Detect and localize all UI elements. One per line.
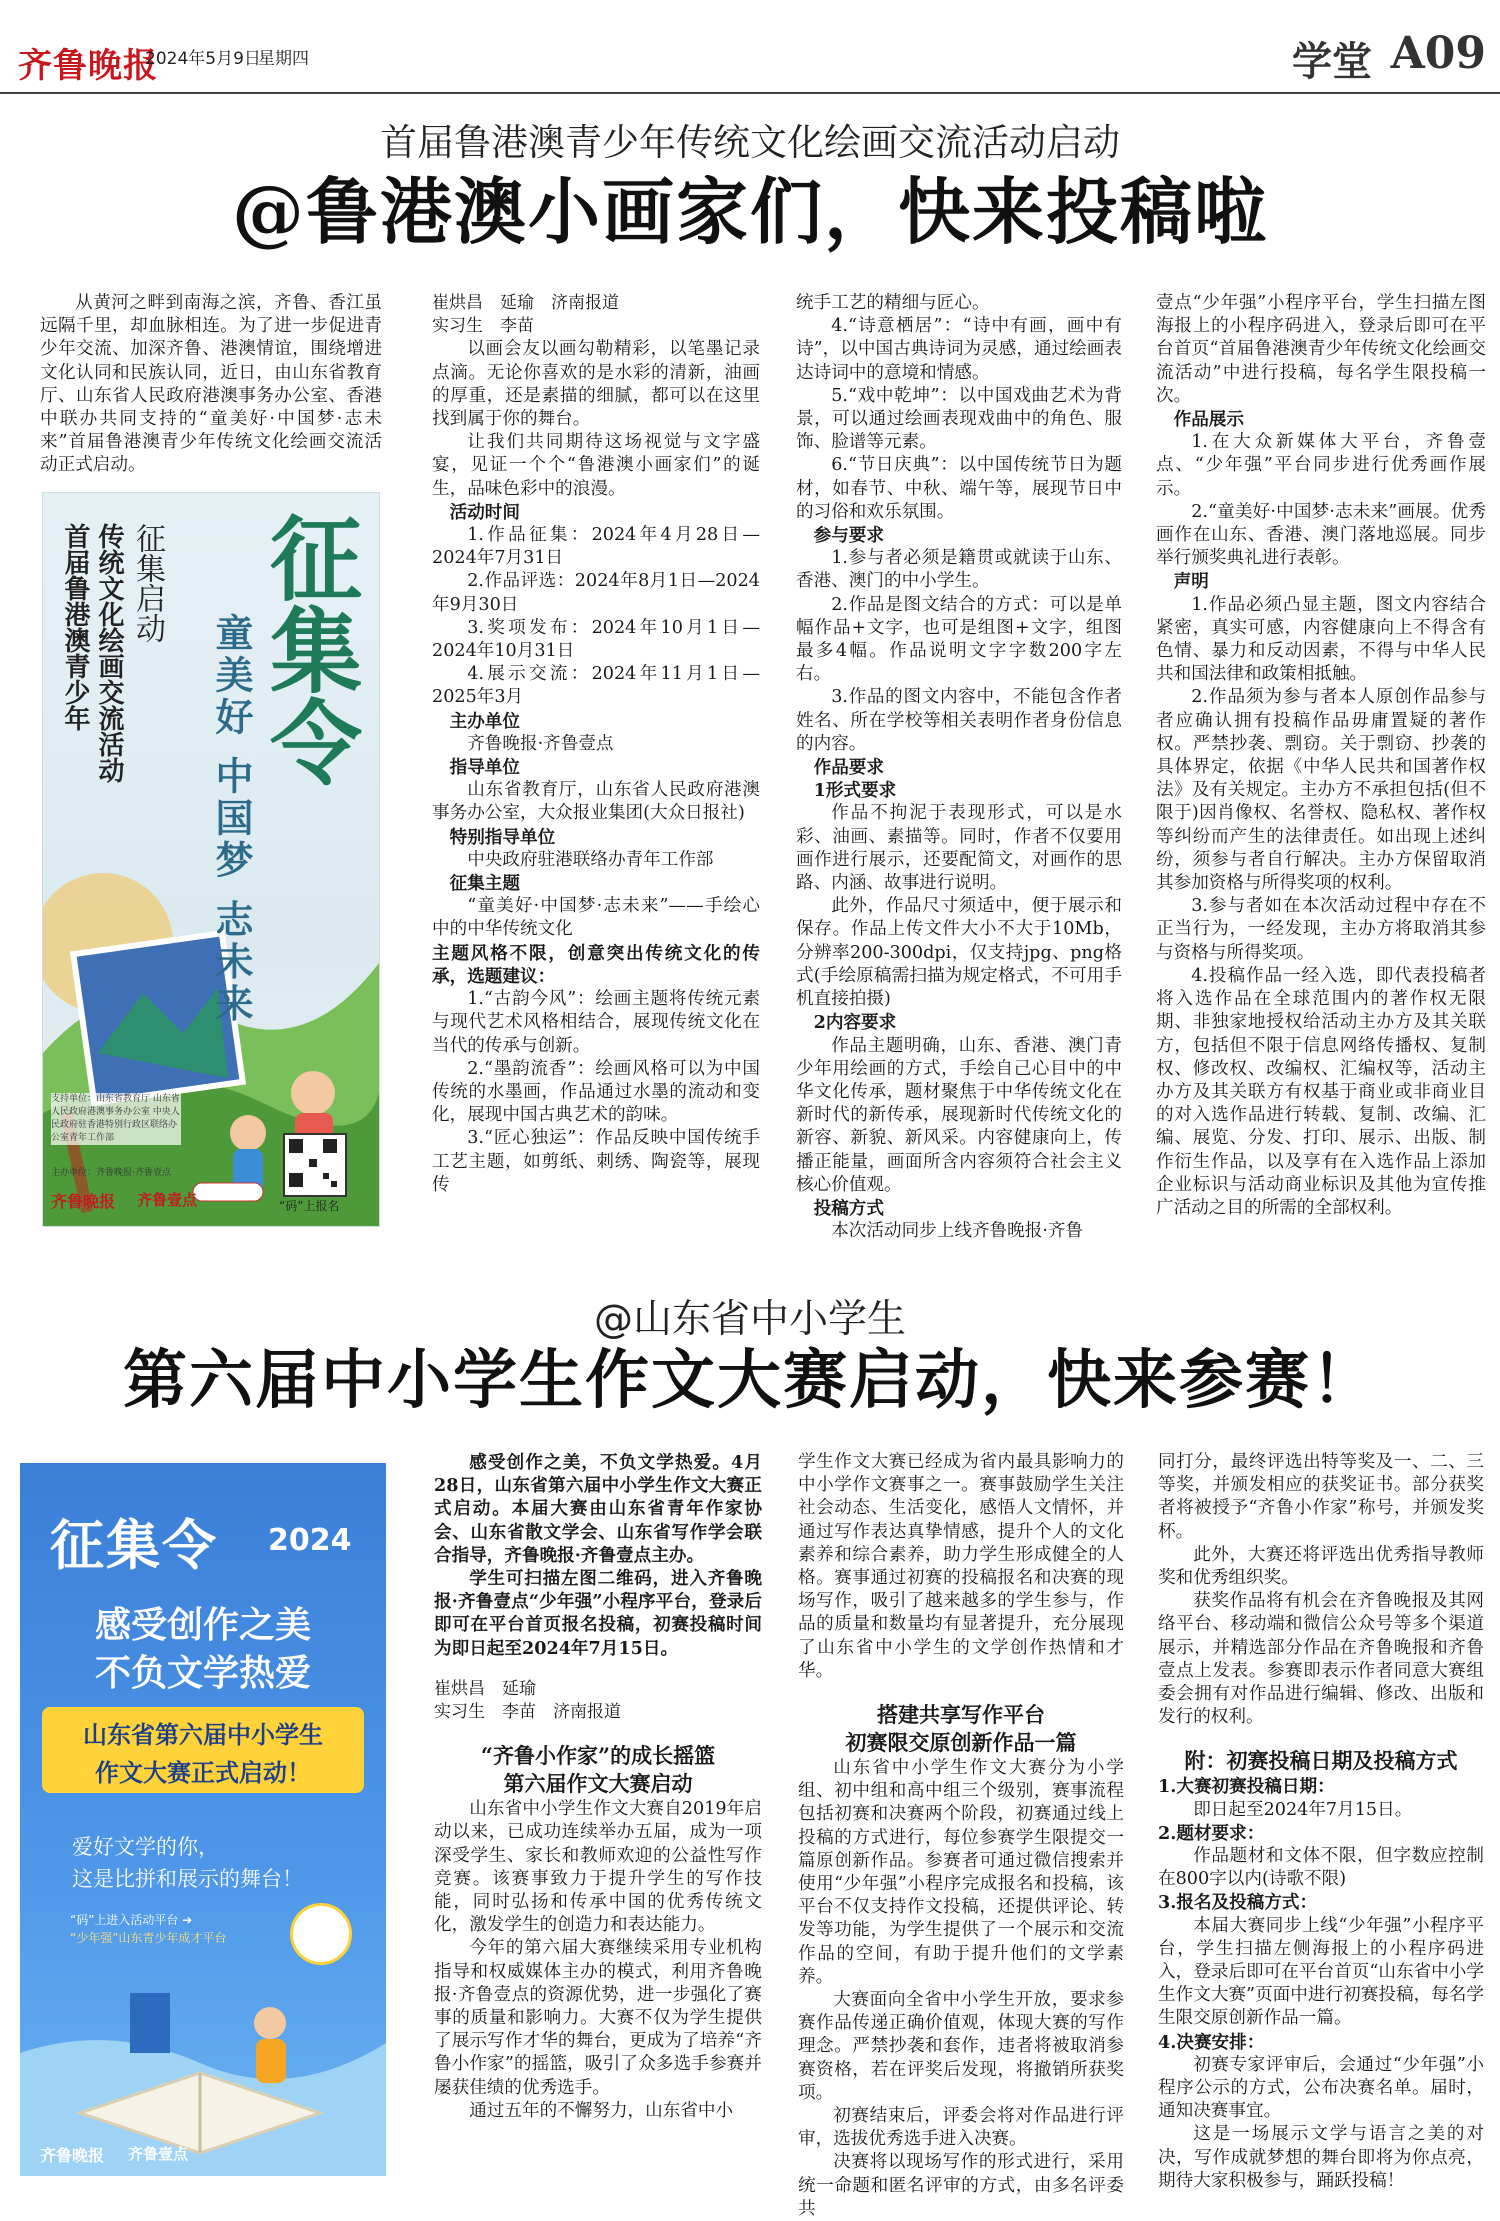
paragraph: 初赛专家评审后，会通过“少年强”小程序公示的方式，公布决赛名单。届时，通知决赛事宜。	[1158, 2054, 1484, 2122]
article2-column1	[434, 1451, 762, 2123]
poster2-year: 2024	[268, 1523, 352, 1558]
issue-date: 2024年5月9日	[145, 49, 261, 69]
paragraph: 1.参与者必须是籍贯或就读于山东、香港、澳门的中小学生。	[796, 548, 1122, 592]
paragraph: 2.“墨韵流香”：绘画风格可以为中国传统的水墨画，作品通过水墨的流动和变化，展现中国古典艺术的韵味。	[432, 1058, 760, 1126]
subheading: 投稿方式	[813, 1197, 884, 1219]
byline: 崔烘昌 延瑜	[434, 1678, 536, 1699]
paragraph: 初赛结束后，评委会将对作品进行评审，选拔优秀选手进入决赛。	[798, 2106, 1124, 2150]
paragraph: 2.“童美好·中国梦·志未来”画展。优秀画作在山东、香港、澳门落地巡展。同步举行颁奖典礼进行表彰。	[1156, 501, 1486, 569]
subheading: 1.大赛初赛投稿日期：	[1158, 1776, 1335, 1798]
paragraph: 作品主题明确，山东、香港、澳门青少年用绘画的方式，手绘自己心目中的中华文化传承，题材聚焦于中华传统文化在新时代的新传承，展现新时代传统文化的新容、新貌、新风采。内容健康向上，传播正能量，画面所含内容须符合社会主义核心价值观。	[796, 1035, 1122, 1195]
paragraph: 5.“戏中乾坤”：以中国戏曲艺术为背景，可以通过绘画表现戏曲中的角色、服饰、脸谱等元素。	[796, 385, 1122, 453]
paragraph: 统手工艺的精细与匠心。	[796, 293, 990, 313]
poster1-slogan: 童美好 中国梦 志未来	[209, 613, 253, 1026]
subheading: 作品展示	[1173, 409, 1244, 431]
poster2-qr-icon	[290, 1903, 352, 1965]
paragraph: 山东省中小学生作文大赛自2019年启动以来，已成功连续举办五届，成为一项深受学生、家长和教师欢迎的公益性写作竞赛。该赛事致力于提升学生的写作技能，同时弘扬和传承中国的优秀传统文化，激发学生的创造力和表达能力。	[434, 1799, 762, 1936]
article1-column2	[432, 292, 760, 1197]
poster1-qr-caption: “码”上报名	[279, 1199, 340, 1213]
paragraph: “童美好·中国梦·志未来”——手绘心中的中华传统文化	[432, 896, 760, 940]
article1-intro	[40, 292, 382, 478]
paragraph: 同打分，最终评选出特等奖及一、二、三等奖，并颁发相应的获奖证书。部分获奖者将被授予“齐鲁小作家”称号，并颁发奖杯。	[1158, 1452, 1484, 1542]
paragraph: 作品题材和文体不限，但字数应控制在800字以内(诗歌不限)	[1158, 1846, 1484, 1890]
paragraph: 中央政府驻港联络办青年工作部	[467, 849, 714, 870]
byline: 崔烘昌 延瑜 济南报道	[432, 293, 619, 313]
subheading: “齐鲁小作家”的成长摇篮	[480, 1743, 716, 1769]
page-number: A09	[1390, 28, 1486, 79]
poster1-sub1: 征集启动	[130, 523, 165, 643]
paragraph: 山东省中小学生作文大赛分为小学组、初中组和高中组三个级别，赛事流程包括初赛和决赛两个阶段，初赛通过线上投稿的方式进行，每位参赛学生限提交一篇原创新作品。参赛者可通过微信搜索并使用“少年强”小程序完成报名和投稿，该平台不仅支持作文投稿，还提供评论、转发等功能，为学生提供了一个展示和交流作品的空间，有助于提升他们的文学素养。	[798, 1758, 1124, 1987]
paragraph: 本届大赛同步上线“少年强”小程序平台，学生扫描左侧海报上的小程序码进入，登录后即可在平台首页“山东省中小学生作文大赛”页面中进行初赛投稿，每名学生限交原创新作品一篇。	[1158, 1915, 1484, 2029]
paragraph: 主题风格不限，创意突出传统文化的传承，选题建议：	[432, 942, 760, 987]
subheading: 2.题材要求：	[1158, 1822, 1265, 1844]
subheading: 征集主题	[449, 873, 520, 895]
subheading: 搭建共享写作平台	[877, 1702, 1045, 1728]
subheading: 初赛限交原创新作品一篇	[845, 1730, 1077, 1756]
paragraph: 此外，作品尺寸须适中，便于展示和保存。作品上传文件大小不大于10Mb，分辨率200-300dpi，仅支持jpg、png格式(手绘原稿需扫描为规定格式，不可用手机直接拍摄)	[796, 896, 1122, 1010]
subheading: 参与要求	[813, 525, 884, 547]
poster1-supporters: 支持单位：山东省教育厅 山东省人民政府港澳事务办公室 中央人民政府驻香港特别行政区联络办公室青年工作部	[51, 1094, 180, 1143]
paragraph: 通过五年的不懈努力，山东省中小	[469, 2100, 734, 2121]
paragraph: 3.“匠心独运”：作品反映中国传统手工艺主题，如剪纸、刺绣、陶瓷等，展现传	[432, 1128, 760, 1195]
poster2-logo-yidian: 齐鲁壹点	[128, 2145, 189, 2163]
paragraph: 4.展示交流：2024年11月1日—2025年3月	[432, 664, 760, 708]
paragraph: 大赛面向全省中小学生开放，要求参赛作品传递正确价值观，体现大赛的写作理念。严禁抄袭和套作，违者将被取消参赛资格，若在评奖后发现，将撤销所获奖项。	[798, 1990, 1124, 2103]
poster1-host: 主办单位：齐鲁晚报·齐鲁壹点	[51, 1168, 171, 1178]
subheading: 2内容要求	[813, 1012, 897, 1034]
paragraph: 这是一场展示文学与语言之美的对决，写作成就梦想的舞台即将为你点亮，期待大家积极参与，踊跃投稿！	[1158, 2124, 1484, 2191]
poster2-mini1: “码”上进入活动平台 ➜	[70, 1913, 193, 1927]
article1-intro-paragraph: 从黄河之畔到南海之滨，齐鲁、香江虽远隔千里，却血脉相连。为了进一步促进青少年交流、加深齐鲁、港澳情谊，围绕增进文化认同和民族认同，近日，由山东省教育厅、山东省人民政府港澳事务办公室、香港中联办共同支持的“童美好·中国梦·志未来”首届鲁港澳青少年传统文化绘画交流活动正式启动。	[40, 293, 382, 476]
subheading: 活动时间	[449, 501, 520, 523]
paragraph: 3.作品的图文内容中，不能包含作者姓名、所在学校等相关表明作者身份信息的内容。	[796, 687, 1122, 754]
subheading: 指导单位	[449, 757, 520, 779]
subheading: 4.决赛安排：	[1158, 2031, 1265, 2053]
paragraph: 决赛将以现场写作的形式进行，采用统一命题和匿名评审的方式，由多名评委共	[798, 2152, 1124, 2219]
paragraph: 学生作文大赛已经成为省内最具影响力的中小学作文赛事之一。赛事鼓励学生关注社会动态、生活变化，感悟人文情怀，并通过写作表达真挚情感，提升个人的文化素养和综合素养，助力学生形成健全的人格。赛事通过初赛的投稿报名和决赛的现场写作，吸引了越来越多的学生参与，作品的质量和数量均有显著提升，充分展现了山东省中小学生的文学创作热情和才华。	[798, 1452, 1124, 1681]
paragraph: 齐鲁晚报·齐鲁壹点	[467, 733, 614, 754]
paragraph: 即日起至2024年7月15日。	[1193, 1799, 1413, 1820]
poster2-line1: 感受创作之美	[94, 1604, 311, 1646]
subheading: 附：初赛投稿日期及投稿方式	[1184, 1748, 1458, 1774]
poster1-sub3: 首届鲁港澳青少年	[60, 523, 90, 731]
article1-column4	[1156, 292, 1486, 1220]
paragraph: 此外，大赛还将评选出优秀指导教师奖和优秀组织奖。	[1158, 1544, 1484, 1589]
poster2-mini2: “少年强”山东青少年成才平台	[70, 1931, 227, 1945]
article2-poster	[20, 1463, 386, 2176]
article2-column2	[798, 1451, 1124, 2221]
subheading: 主办单位	[449, 710, 520, 732]
paragraph: 学生可扫描左图二维码，进入齐鲁晚报·齐鲁壹点“少年强”小程序平台，登录后即可在平台首页报名投稿，初赛投稿时间为即日起至2024年7月15日。	[434, 1568, 762, 1659]
paragraph: 山东省教育厅，山东省人民政府港澳事务办公室，大众报业集团(大众日报社)	[432, 780, 760, 824]
article1-poster	[42, 492, 380, 1227]
subheading: 1形式要求	[813, 780, 897, 802]
byline: 实习生 李苗	[432, 316, 534, 337]
paragraph: 2.作品是图文结合的方式：可以是单幅作品+文字，也可是组图+文字，组图最多4幅。作品说明文字字数200字左右。	[796, 594, 1122, 685]
paragraph: 以画会友以画勾勒精彩，以笔墨记录点滴。无论你喜欢的是水彩的清新，油画的厚重，还是素描的细腻，都可以在这里找到属于你的舞台。	[432, 339, 760, 430]
subheading: 第六届作文大赛启动	[503, 1771, 693, 1797]
paragraph: 2.作品评选：2024年8月1日—2024年9月30日	[432, 571, 760, 615]
poster2-line2: 不负文学热爱	[94, 1652, 311, 1694]
subheading: 作品要求	[813, 757, 884, 779]
byline: 实习生 李苗 济南报道	[434, 1702, 621, 1723]
article2-column3	[1158, 1451, 1484, 2193]
section-name: 学堂	[1292, 38, 1372, 85]
paragraph: 3.参与者如在本次活动过程中存在不正当行为，一经发现，主办方将取消其参与资格与所得奖项。	[1156, 896, 1486, 963]
poster2-slogan2: 这是比拼和展示的舞台！	[72, 1867, 303, 1891]
paragraph: 4.“诗意栖居”：“诗中有画，画中有诗”，以中国古典诗词为灵感，通过绘画表达诗词中的意境和情感。	[796, 316, 1122, 383]
paragraph: 今年的第六届大赛继续采用专业机构指导和权威媒体主办的模式，利用齐鲁晚报·齐鲁壹点的资源优势，进一步强化了赛事的质量和影响力。大赛不仅为学生提供了展示写作才华的舞台，更成为了培养“齐鲁小作家”的摇篮，吸引了众多选手参赛并屡获佳绩的优秀选手。	[434, 1938, 762, 2098]
article2-headline: 第六届中小学生作文大赛启动，快来参赛！	[123, 1343, 1377, 1418]
subheading: 特别指导单位	[449, 826, 556, 848]
paragraph: 获奖作品将有机会在齐鲁晚报及其网络平台、移动端和微信公众号等多个渠道展示，并精选部分作品在齐鲁晚报和齐鲁壹点上发表。参赛即表示作者同意大赛组委会拥有对作品进行编辑、修改、出版和发行的权利。	[1158, 1591, 1484, 1728]
paragraph: 壹点“少年强”小程序平台，学生扫描左图海报上的小程序码进入，登录后即可在平台首页“首届鲁港澳青少年传统文化绘画交流活动”中进行投稿，每名学生限投稿一次。	[1156, 293, 1486, 406]
subheading: 声明	[1173, 571, 1209, 593]
article1-kicker: 首届鲁港澳青少年传统文化绘画交流活动启动	[380, 121, 1120, 164]
poster1-qr-icon	[283, 1133, 347, 1197]
paragraph: 3.奖项发布：2024年10月1日—2024年10月31日	[432, 617, 760, 662]
article1-headline: @鲁港澳小画家们，快来投稿啦	[231, 169, 1268, 254]
paragraph: 6.“节日庆典”：以中国传统节日为题材，如春节、中秋、端午等，展现节日中的习俗和欢乐氛围。	[796, 455, 1122, 522]
paragraph: 1.“古韵今风”：绘画主题将传统元素与现代艺术风格相结合，展现传统文化在当代的传承与创新。	[432, 989, 760, 1056]
masthead-logo: 齐鲁晚报	[18, 46, 158, 86]
poster2-banner-line2: 作文大赛正式启动！	[95, 1759, 311, 1787]
paragraph: 4.投稿作品一经入选，即代表投稿者将入选作品在全球范围内的著作权无限期、非独家地授权给活动主办方及其关联方，包括但不限于信息网络传播权、复制权、修改权、改编权、汇编权等，活动主办方及其关联方有权基于商业或非商业目的对入选作品进行转载、复制、改编、汇编、展览、分发、打印、展示、出版、制作衍生作品，以及享有在入选作品上添加企业标识与活动商业标识及其他为宣传推广活动之目的所需的全部权利。	[1156, 965, 1486, 1218]
poster2-slogan1: 爱好文学的你，	[72, 1835, 219, 1859]
article1-column3	[796, 292, 1122, 1243]
poster1-sub2: 传统文化绘画交流活动	[94, 523, 124, 783]
issue-weekday: 星期四	[258, 49, 309, 69]
paragraph: 感受创作之美，不负文学热爱。4月28日，山东省第六届中小学生作文大赛正式启动。本届大赛由山东省青年作家协会、山东省散文学会、山东省写作学会联合指导，齐鲁晚报·齐鲁壹点主办。	[434, 1452, 762, 1566]
paragraph: 让我们共同期待这场视觉与文字盛宴，见证一个个“鲁港澳小画家们”的诞生，品味色彩中的浪漫。	[432, 432, 760, 499]
paragraph: 1.在大众新媒体大平台，齐鲁壹点、“少年强”平台同步进行优秀画作展示。	[1156, 432, 1486, 499]
paragraph: 1.作品必须凸显主题，图文内容结合紧密，真实可感，内容健康向上不得含有色情、暴力和反动因素，不得与中华人民共和国法律和政策相抵触。	[1156, 594, 1486, 685]
poster2-title: 征集令	[50, 1513, 218, 1577]
poster1-logo-yidian: 齐鲁壹点	[137, 1191, 198, 1209]
poster1-logo-qilu: 齐鲁晚报	[51, 1192, 116, 1211]
paragraph: 1.作品征集：2024年4月28日—2024年7月31日	[432, 525, 760, 569]
paragraph: 本次活动同步上线齐鲁晚报·齐鲁	[831, 1221, 1084, 1242]
paragraph: 作品不拘泥于表现形式，可以是水彩、油画、素描等。同时，作者不仅要用画作进行展示，还要配简文，对画作的思路、内涵、故事进行说明。	[796, 803, 1122, 894]
subheading: 3.报名及投稿方式：	[1158, 1892, 1318, 1914]
poster1-title: 征集令	[255, 511, 363, 787]
poster2-banner-line1: 山东省第六届中小学生	[83, 1721, 323, 1749]
poster2-logo-qilu: 齐鲁晚报	[40, 2146, 105, 2165]
article2-kicker: @山东省中小学生	[593, 1297, 906, 1342]
header-rule	[0, 92, 1500, 94]
paragraph: 2.作品须为参与者本人原创作品参与者应确认拥有投稿作品毋庸置疑的著作权。严禁抄袭、剽窃。关于剽窃、抄袭的具体界定，依据《中华人民共和国著作权法》及有关规定。主办方不承担包括(但不限于)因肖像权、名誉权、隐私权、著作权等纠纷而产生的法律责任。如出现上述纠纷，须参与者自行解决。主办方保留取消其参加资格与所得奖项的权利。	[1156, 687, 1486, 894]
